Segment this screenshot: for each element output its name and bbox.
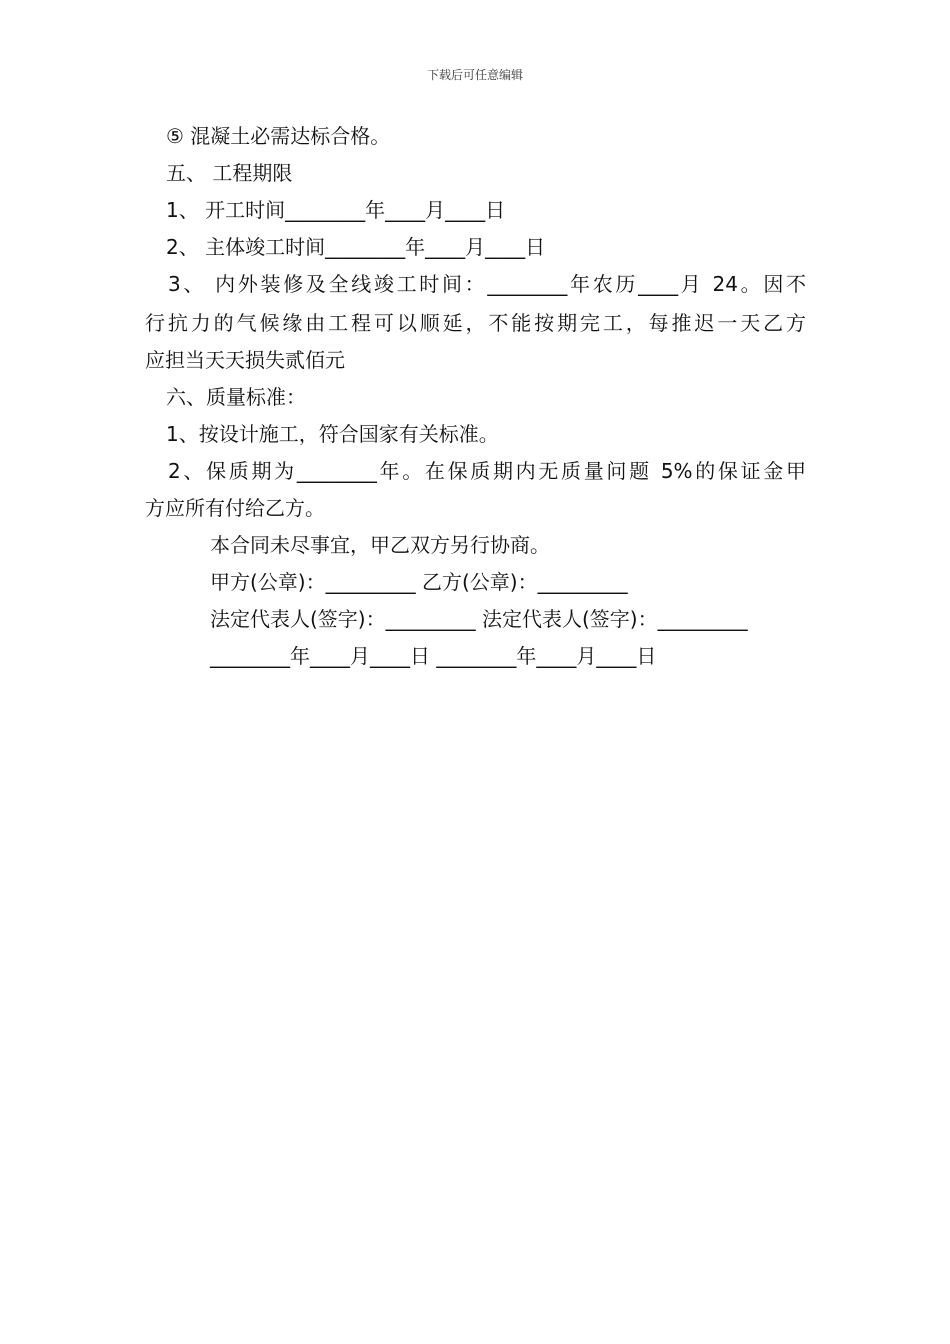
clause-design-compliance: 1、按设计施工，符合国家有关标准。 [166, 422, 499, 446]
clause-warranty-period-end: 方应所有付给乙方。 [145, 496, 325, 520]
page-header: 下载后可任意编辑 [426, 68, 523, 82]
signature-dates: ________年____月____日 ________年____月____日 [210, 644, 657, 668]
clause-warranty-period: 2、保质期为________年。在保质期内无质量问题 5%的保证金甲 [168, 459, 806, 483]
clause-start-date: 1、 开工时间________年____月____日 [166, 198, 506, 222]
closing-statement: 本合同未尽事宜，甲乙双方另行协商。 [210, 533, 550, 557]
clause-concrete-quality: ⑤ 混凝土必需达标合格。 [166, 124, 391, 148]
clause-delay-penalty-end: 应担当天天损失贰佰元 [145, 348, 345, 372]
clause-final-completion-date: 3、 内外装修及全线竣工时间：________年农历____月 24。因不 [168, 272, 806, 296]
signature-seals: 甲方(公章)：_________ 乙方(公章)：_________ [210, 570, 628, 594]
section-heading-schedule: 五、 工程期限 [166, 161, 293, 185]
clause-delay-penalty: 行抗力的气候缘由工程可以顺延，不能按期完工，每推迟一天乙方 [145, 311, 806, 335]
clause-main-completion-date: 2、 主体竣工时间________年____月____日 [166, 235, 546, 259]
section-heading-quality: 六、质量标准： [166, 385, 306, 409]
signature-representatives: 法定代表人(签字)：_________ 法定代表人(签字)：_________ [210, 607, 748, 631]
